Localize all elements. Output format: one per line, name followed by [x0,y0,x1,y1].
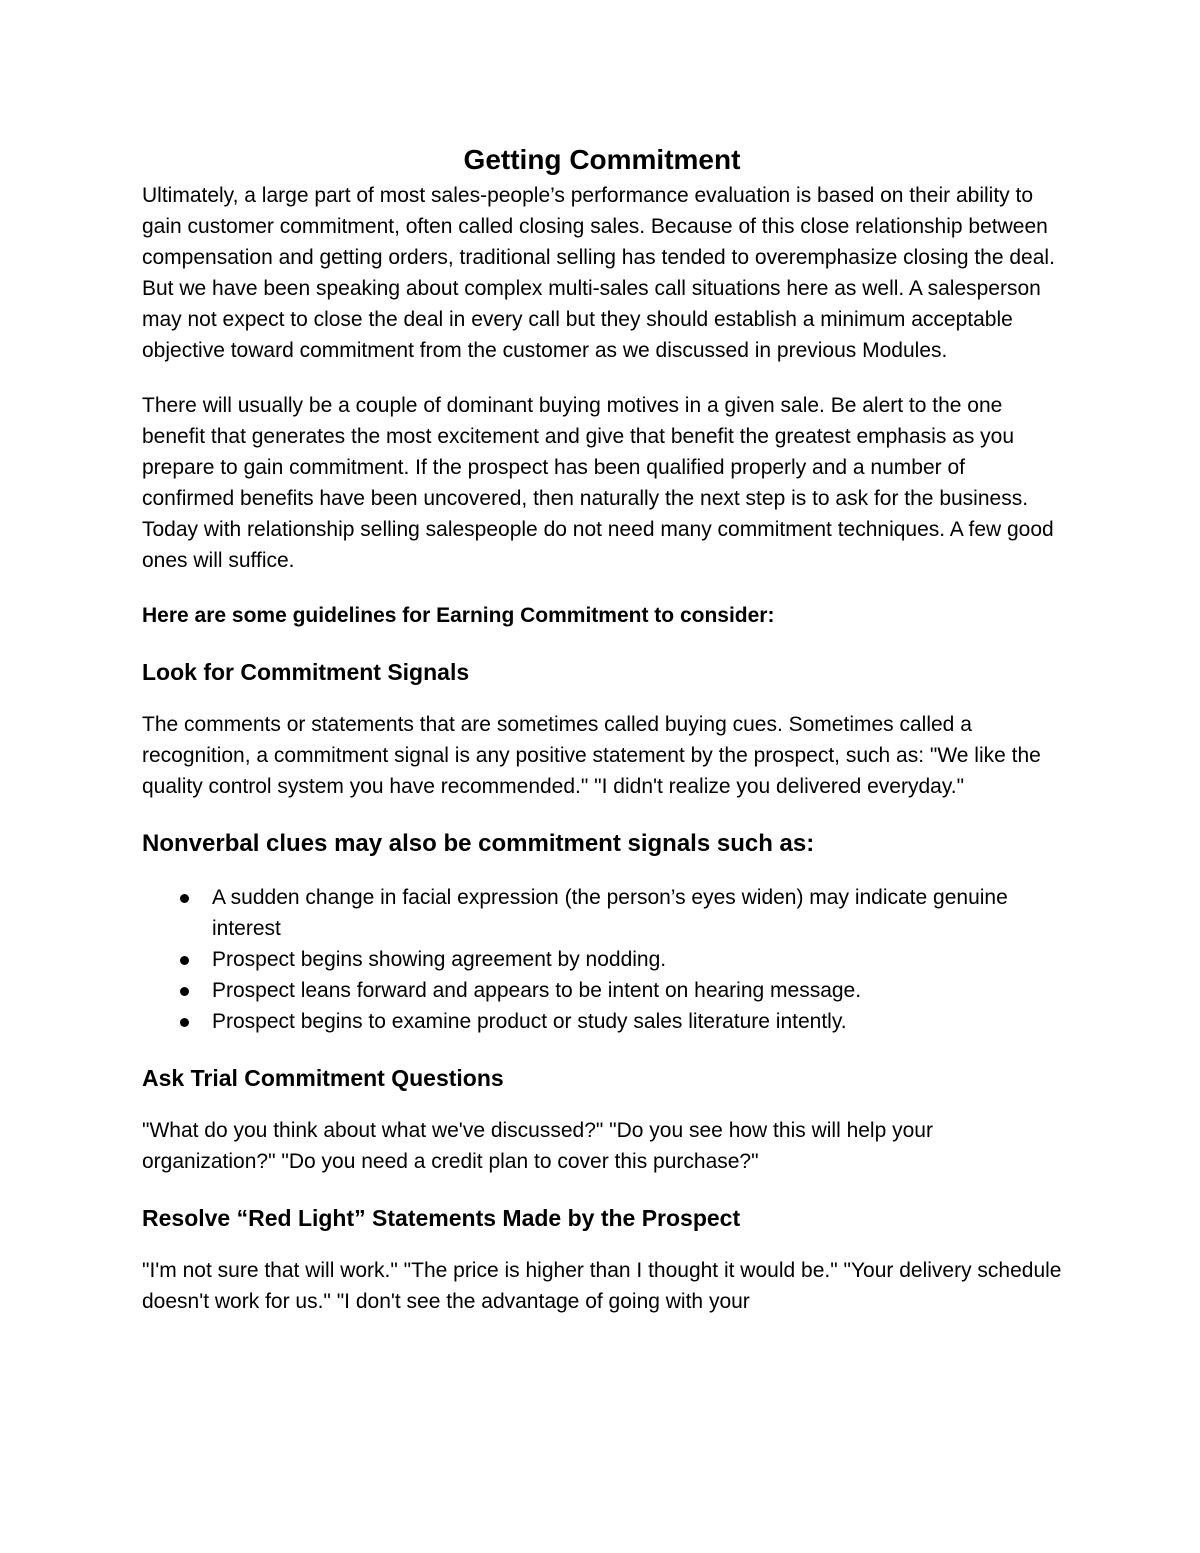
bullet-icon [180,987,189,996]
red-light-paragraph: "I'm not sure that will work." "The price is higher than I thought it would be." "Your delivery schedule doesn't work for us." "I don't see the advantage of going with your [142,1259,1062,1313]
list-item [142,944,1062,975]
document-page [142,140,1062,1317]
intro-paragraph: Ultimately, a large part of most sales-people’s performance evaluation is based on their ability to gain customer commitment, often called closing sales. Because of this close relationship between compensation and getting orders, traditional selling has tended to overemphasize closing the deal. But we have been speaking about complex multi-sales call situations here as well. A salesperson may not expect to close the deal in every call but they should establish a minimum acceptable objective toward commitment from the customer as we discussed in previous Modules. [142,184,1055,362]
commitment-signals-paragraph: The comments or statements that are sometimes called buying cues. Sometimes called a recognition, a commitment signal is any positive statement by the prospect, such as: "We like the quality control system you have recommended." "I didn't realize you delivered everyday." [142,713,1041,798]
list-item-text: Prospect begins showing agreement by nodding. [212,948,667,971]
list-item-text: Prospect leans forward and appears to be intent on hearing message. [212,979,862,1002]
red-light-heading: Resolve “Red Light” Statements Made by the Prospect [142,1205,741,1231]
list-item-text: Prospect begins to examine product or study sales literature intently. [212,1010,847,1033]
guidelines-heading: Here are some guidelines for Earning Commitment to consider: [142,604,775,627]
list-item-text: A sudden change in facial expression (the person’s eyes widen) may indicate genuine interest [212,886,1008,940]
list-item [142,1006,1062,1037]
nonverbal-clues-heading: Nonverbal clues may also be commitment signals such as: [142,830,815,857]
bullet-icon [180,894,189,903]
trial-commitment-heading: Ask Trial Commitment Questions [142,1065,504,1091]
bullet-icon [180,956,189,965]
trial-commitment-paragraph: "What do you think about what we've discussed?" "Do you see how this will help your organization?" "Do you need a credit plan to cover this purchase?" [142,1119,933,1173]
commitment-signals-heading: Look for Commitment Signals [142,659,470,685]
page-title: Getting Commitment [463,144,741,175]
bullet-icon [180,1018,189,1027]
buying-motives-paragraph: There will usually be a couple of dominant buying motives in a given sale. Be alert to the one benefit that generates the most excitement and give that benefit the greatest emphasis as you prepare to gain commitment. If the prospect has been qualified properly and a number of confirmed benefits have been uncovered, then naturally the next step is to ask for the business. Today with relationship selling salespeople do not need many commitment techniques. A few good ones will suffice. [142,394,1054,572]
list-item [142,882,1062,944]
list-item [142,975,1062,1006]
nonverbal-clues-list [142,882,1062,1037]
